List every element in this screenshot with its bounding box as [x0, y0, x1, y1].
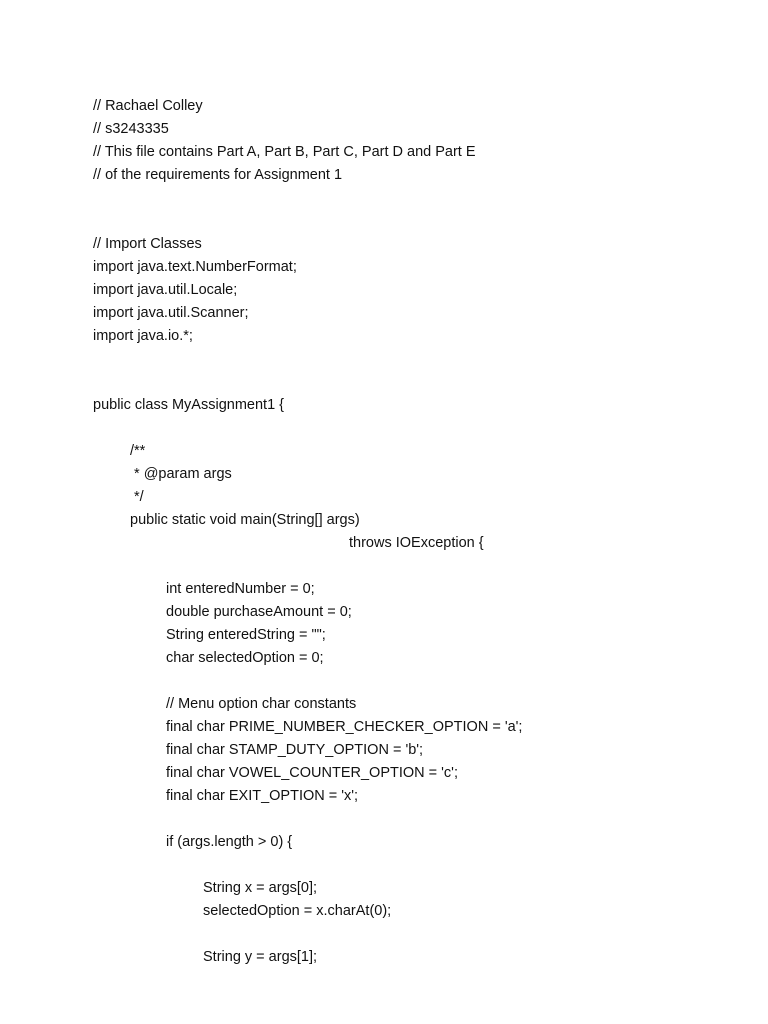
import-io: import java.io.*; [93, 328, 193, 344]
const-exit-option: final char EXIT_OPTION = 'x'; [166, 788, 359, 804]
selected-option-assignment: selectedOption = x.charAt(0); [203, 903, 392, 919]
javadoc-param: * @param args [130, 466, 232, 482]
imports-comment: // Import Classes [93, 236, 202, 252]
header-student-id-comment: // s3243335 [93, 121, 169, 137]
javadoc-open: /** [130, 443, 146, 459]
var-purchase-amount: double purchaseAmount = 0; [166, 604, 352, 620]
import-number-format: import java.text.NumberFormat; [93, 259, 297, 275]
import-locale: import java.util.Locale; [93, 282, 238, 298]
const-prime-option: final char PRIME_NUMBER_CHECKER_OPTION = 'a'; [166, 719, 523, 735]
spacer [93, 187, 753, 233]
var-entered-string: String enteredString = ""; [166, 627, 326, 643]
string-x-declaration: String x = args[0]; [203, 880, 318, 896]
header-author-comment: // Rachael Colley [93, 98, 203, 114]
import-scanner: import java.util.Scanner; [93, 305, 249, 321]
string-y-declaration: String y = args[1]; [203, 949, 318, 965]
spacer [93, 417, 753, 440]
spacer [93, 854, 753, 877]
spacer [93, 555, 753, 578]
class-declaration: public class MyAssignment1 { [93, 397, 284, 413]
header-contents-comment-2: // of the requirements for Assignment 1 [93, 167, 343, 183]
main-method-signature: public static void main(String[] args) [130, 512, 360, 528]
spacer [93, 923, 753, 946]
if-args-condition: if (args.length > 0) { [166, 834, 293, 850]
var-selected-option: char selectedOption = 0; [166, 650, 324, 666]
javadoc-close: */ [130, 489, 144, 505]
spacer [93, 808, 753, 831]
const-stamp-option: final char STAMP_DUTY_OPTION = 'b'; [166, 742, 424, 758]
var-entered-number: int enteredNumber = 0; [166, 581, 315, 597]
const-vowel-option: final char VOWEL_COUNTER_OPTION = 'c'; [166, 765, 458, 781]
header-contents-comment-1: // This file contains Part A, Part B, Part C, Part D and Part E [93, 144, 476, 160]
main-method-throws: throws IOException { [349, 535, 484, 551]
constants-comment: // Menu option char constants [166, 696, 357, 712]
spacer [93, 348, 753, 394]
spacer [93, 670, 753, 693]
source-code-listing [93, 95, 753, 969]
